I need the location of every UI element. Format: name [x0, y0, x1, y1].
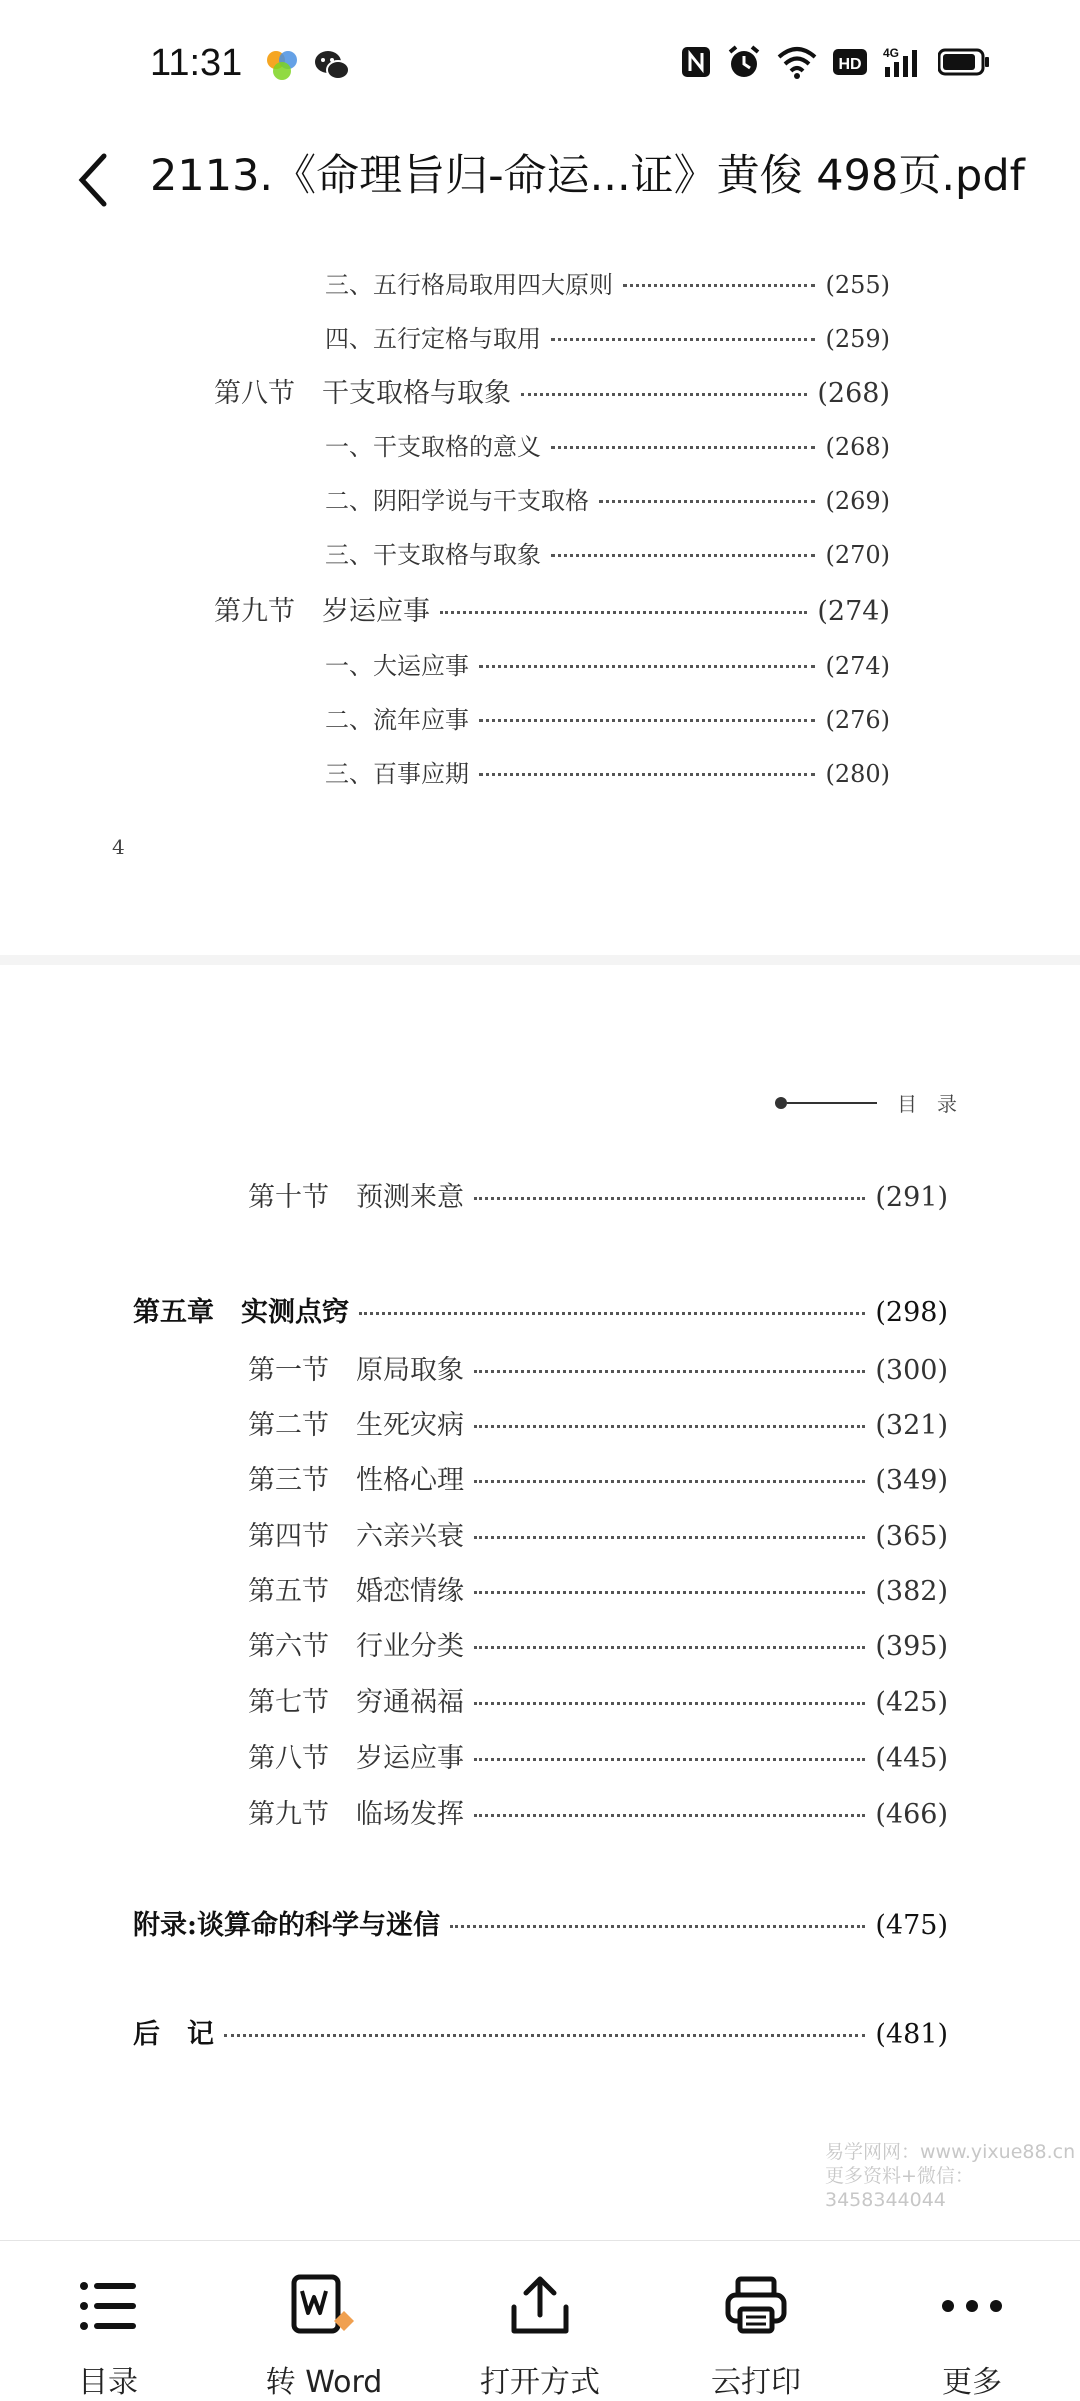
toc-entry: 第八节 干支取格与取象 (268) — [214, 378, 890, 409]
nfc-icon — [680, 45, 712, 79]
running-header — [775, 1088, 957, 1117]
toc-entry: 一、大运应事 (274) — [325, 652, 890, 680]
toc-entry: 第九节 临场发挥 (466) — [248, 1799, 948, 1830]
watermark — [825, 2140, 1080, 2212]
alarm-icon — [726, 44, 762, 80]
wifi-icon — [776, 45, 818, 79]
list-icon — [76, 2276, 140, 2336]
share-icon — [508, 2273, 572, 2339]
toc-entry: 第四节 六亲兴衰 (365) — [248, 1521, 948, 1552]
bottom-toolbar — [0, 2240, 1080, 2401]
open-with-button[interactable] — [432, 2241, 648, 2401]
status-bar — [0, 0, 1080, 130]
toc-entry: 第五节 婚恋情缘 (382) — [248, 1576, 948, 1607]
svg-text:HD: HD — [838, 56, 862, 73]
back-arrow-icon[interactable] — [68, 150, 118, 210]
toc-entry: 四、五行定格与取用 (259) — [325, 325, 890, 353]
convert-word-label: 转 Word — [265, 2365, 383, 2400]
more-button[interactable] — [864, 2241, 1080, 2401]
toc-entry: 一、干支取格的意义 (268) — [325, 433, 890, 461]
toc-entry: 二、流年应事 (276) — [325, 706, 890, 734]
toc-entry: 第九节 岁运应事 (274) — [214, 596, 890, 627]
toc-entry: 第八节 岁运应事 (445) — [248, 1743, 948, 1774]
more-label: 更多 — [942, 2365, 1002, 2400]
pdf-page-toc-1[interactable] — [0, 235, 1080, 955]
document-title: 2113.《命理旨归-命运...证》黄俊 498页.pdf — [150, 151, 1025, 201]
watermark-line: 更多资料+微信：3458344044 — [825, 2165, 974, 2211]
printer-icon — [724, 2275, 788, 2337]
toc-entry: 第六节 行业分类 (395) — [248, 1631, 948, 1662]
header-rule — [787, 1102, 877, 1104]
toc-entry: 第三节 性格心理 (349) — [248, 1465, 948, 1496]
cloud-print-button[interactable] — [648, 2241, 864, 2401]
toc-entry: 三、干支取格与取象 (270) — [325, 541, 890, 569]
toc-entry: 二、阴阳学说与干支取格 (269) — [325, 487, 890, 515]
toc-entry: 第十节 预测来意 (291) — [248, 1182, 948, 1213]
open-with-label: 打开方式 — [480, 2365, 600, 2400]
convert-word-icon — [290, 2273, 358, 2339]
page-number: 4 — [112, 835, 125, 859]
signal-4g-icon — [882, 45, 924, 79]
toc-entry: 第二节 生死灾病 (321) — [248, 1410, 948, 1441]
status-icons — [680, 44, 990, 80]
toc-entry: 三、五行格局取用四大原则 (255) — [325, 271, 890, 299]
svg-text:4G: 4G — [883, 46, 900, 60]
convert-word-button[interactable] — [216, 2241, 432, 2401]
hd-icon — [832, 46, 868, 78]
toc-entry: 后 记 (481) — [133, 2019, 948, 2050]
watermark-line: 易学网网：www.yixue88.cn — [825, 2141, 1076, 2163]
toc-button-label: 目录 — [78, 2365, 138, 2400]
toc-button[interactable] — [0, 2241, 216, 2401]
pinwheel-app-icon — [262, 46, 302, 86]
toc-entry: 第一节 原局取象 (300) — [248, 1355, 948, 1386]
battery-icon — [938, 47, 990, 77]
wechat-icon — [312, 46, 352, 86]
more-icon — [940, 2296, 1004, 2316]
header-dot — [775, 1097, 787, 1109]
toc-entry: 附录:谈算命的科学与迷信 (475) — [133, 1910, 948, 1941]
toc-entry: 第七节 穷通祸福 (425) — [248, 1687, 948, 1718]
cloud-print-label: 云打印 — [711, 2365, 801, 2400]
toc-entry: 第五章 实测点窍 (298) — [133, 1297, 948, 1328]
toc-entry: 三、百事应期 (280) — [325, 760, 890, 788]
pdf-page-toc-2[interactable] — [0, 965, 1080, 2240]
header-text: 目 录 — [897, 1092, 957, 1116]
status-time: 11:31 — [150, 42, 243, 84]
